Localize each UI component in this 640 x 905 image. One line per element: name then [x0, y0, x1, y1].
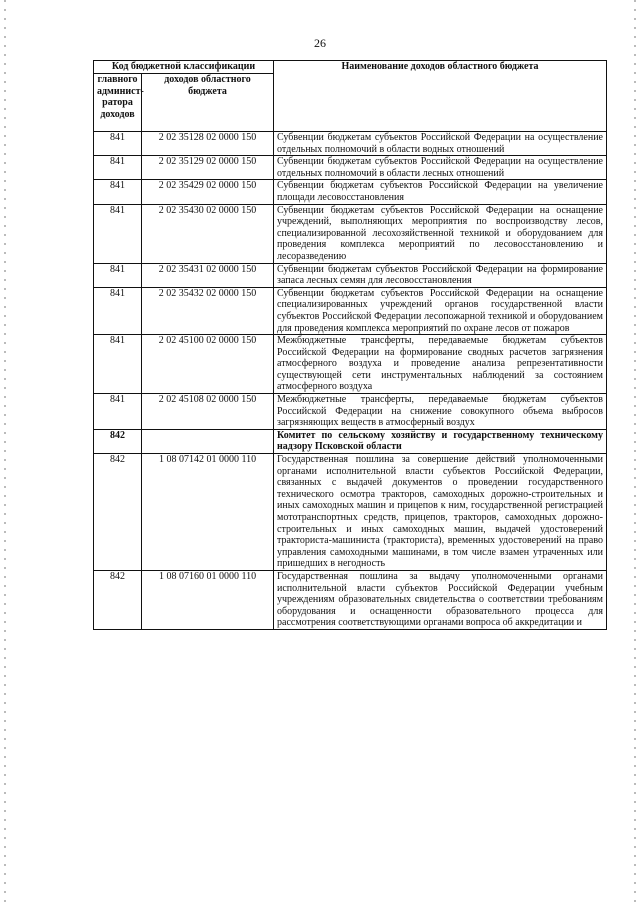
admin-code: 841: [94, 132, 142, 156]
budget-code: 1 08 07160 01 0000 110: [142, 570, 274, 629]
header-budget-column: доходов областного бюджета: [142, 74, 274, 132]
budget-code: 2 02 45108 02 0000 150: [142, 394, 274, 430]
table-row: [94, 263, 607, 287]
table-row: [94, 394, 607, 430]
table-row: [94, 454, 607, 571]
admin-code: 842: [94, 570, 142, 629]
section-row: [94, 429, 607, 453]
revenue-name: Межбюджетные трансферты, передаваемые бюджетам субъектов Российской Федерации на формирование сводных расчетов загрязнения атмосферного воздуха и проведение анализа репрезентативности существующей сети инструментальных наблюдений за состоянием атмосферного воздуха: [274, 335, 607, 394]
revenue-name: Межбюджетные трансферты, передаваемые бюджетам субъектов Российской Федерации на снижение совокупного объема выбросов загрязняющих веществ в атмосферный воздух: [274, 394, 607, 430]
revenue-name: Субвенции бюджетам субъектов Российской Федерации на осуществление отдельных полномочий в области водных отношений: [274, 132, 607, 156]
admin-code: 841: [94, 180, 142, 204]
revenue-name: Субвенции бюджетам субъектов Российской Федерации на увеличение площади лесовосстановления: [274, 180, 607, 204]
table-row: [94, 287, 607, 334]
table-row: [94, 132, 607, 156]
revenue-name: Государственная пошлина за совершение действий уполномоченными органами исполнительной власти субъектов Российской Федерации, связанных с выдачей документов о проведении государственного технического осмотра тракторов, самоходных дорожно-строительных и иных самоходных машин и прицепов к ним, государственной регистрацией мототранспортных средств, прицепов, тракторов, самоходных дорожно-строительных и иных самоходных машин, выдачей удостоверений тракториста-машиниста (тракториста), временных удостоверений на право управления самоходными машинами, в том числе взамен утраченных или пришедших в негодность: [274, 454, 607, 571]
budget-code: 2 02 35129 02 0000 150: [142, 156, 274, 180]
admin-code: 841: [94, 156, 142, 180]
budget-code: 2 02 45100 02 0000 150: [142, 335, 274, 394]
budget-code: 2 02 35430 02 0000 150: [142, 204, 274, 263]
revenue-name: Субвенции бюджетам субъектов Российской Федерации на осуществление отдельных полномочий в области лесных отношений: [274, 156, 607, 180]
table-row: [94, 204, 607, 263]
revenue-name: Субвенции бюджетам субъектов Российской Федерации на оснащение специализированных учреждений органов государственной власти субъектов Российской Федерации лесопожарной техникой и оборудованием для проведения комплекса мероприятий по охране лесов от пожаров: [274, 287, 607, 334]
table-row: [94, 570, 607, 629]
admin-code: 841: [94, 287, 142, 334]
admin-code: 841: [94, 204, 142, 263]
section-empty-cell: [142, 429, 274, 453]
table-row: [94, 156, 607, 180]
budget-code: 2 02 35128 02 0000 150: [142, 132, 274, 156]
scan-edge-right: [634, 0, 636, 905]
section-admin-code: 842: [94, 429, 142, 453]
revenue-name: Государственная пошлина за выдачу уполномоченными органами исполнительной власти субъектов Российской Федерации учебным учреждениям образовательных свидетельства о соответствии требованиям оборудования и оснащенности образовательного процесса для рассмотрения соответствующими органами вопроса об аккредитации и: [274, 570, 607, 629]
budget-classification-table: [93, 60, 607, 630]
admin-code: 841: [94, 394, 142, 430]
budget-code: 2 02 35431 02 0000 150: [142, 263, 274, 287]
header-admin-column: главного админист-ратора доходов: [94, 74, 142, 132]
page-number: 26: [314, 36, 326, 50]
budget-code: 2 02 35432 02 0000 150: [142, 287, 274, 334]
scan-edge-left: [4, 0, 6, 905]
admin-code: 842: [94, 454, 142, 571]
revenue-name: Субвенции бюджетам субъектов Российской Федерации на оснащение учреждений, выполняющих мероприятия по воспроизводству лесов, специализированной лесохозяйственной техникой и оборудованием для проведения комплекса мероприятий по лесовосстановлению и лесоразведению: [274, 204, 607, 263]
admin-code: 841: [94, 335, 142, 394]
section-title: Комитет по сельскому хозяйству и государственному техническому надзору Псковской области: [274, 429, 607, 453]
table-row: [94, 335, 607, 394]
budget-code: 2 02 35429 02 0000 150: [142, 180, 274, 204]
admin-code: 841: [94, 263, 142, 287]
header-group-title: Код бюджетной классификации: [94, 61, 274, 74]
budget-code: 1 08 07142 01 0000 110: [142, 454, 274, 571]
header-name-column: Наименование доходов областного бюджета: [274, 61, 607, 132]
revenue-name: Субвенции бюджетам субъектов Российской Федерации на формирование запаса лесных семян для лесовосстановления: [274, 263, 607, 287]
table-row: [94, 180, 607, 204]
